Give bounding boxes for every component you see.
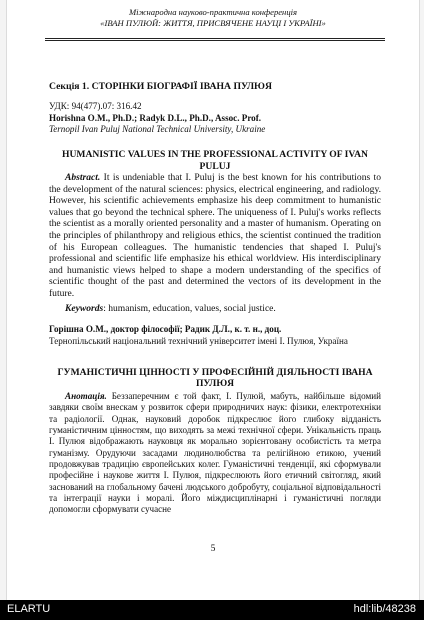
handle-id: hdl:lib/48238	[353, 603, 416, 615]
authors-en: Horishna O.M., Ph.D.; Radyk D.L., Ph.D., Assoc. Prof.	[49, 112, 262, 123]
authors-ua: Горішна О.М., доктор філософії; Радик Д.Л., к. т. н., доц.	[49, 324, 282, 334]
udc-code: УДК: 94(477).07: 316.42	[49, 101, 142, 111]
keywords-en-label: Keywords	[65, 303, 104, 314]
affiliation-ua: Тернопільський національний технічний університет імені І. Пулюя, Україна	[49, 336, 348, 346]
section-title: Секція 1. СТОРІНКИ БІОГРАФІЇ ІВАНА ПУЛЮЯ	[49, 81, 272, 92]
abstract-ua-label: Анотація.	[65, 391, 107, 401]
article-title-ua: ГУМАНІСТИЧНІ ЦІННОСТІ У ПРОФЕСІЙНІЙ ДІЯЛЬНОСТІ ІВАНА ПУЛЮЯ	[57, 367, 373, 390]
repository-footer	[0, 600, 424, 620]
keywords-en	[49, 303, 381, 315]
page-number: 5	[210, 543, 216, 554]
conference-header	[7, 7, 419, 28]
abstract-ua	[49, 391, 381, 516]
repository-name: ELARTU	[7, 603, 51, 615]
conference-name: Міжнародна науково-практична конференція	[129, 7, 297, 17]
document-page	[6, 0, 420, 600]
article-title-en: HUMANISTIC VALUES IN THE PROFESSIONAL ACTIVITY OF IVAN PULUJ	[62, 149, 368, 172]
abstract-ua-text: Беззаперечним є той факт, І. Пулюй, мабуть, найбільше відомий завдяки своїм внескам у розвиток сфери природничих наук: фізики, електротехніки та радіології. Однак, науковий доробок підкреслює його глибоку відданість гуманістичним цінностям, що виходять за межі технічної сфери. Унікальність праць І. Пулюя відображають науковця як морально зорієнтовану особистість та метра гуманізму. Орудуючи засадами людинолюбства та релігійною етикою, учений продовжував традицію європейських колег. Гуманістичні тенденції, які сформували професійне і наукове життя І. Пулюя, підкреслюють його етичний світогляд, який заснований на глобальному бачені людського добробуту, соціальної відповідальності та інтеграції науки і моралі. Його міждисциплінарні і гуманістичні погляди допомогли сформувати сучасне	[49, 391, 381, 515]
abstract-en	[49, 172, 381, 300]
header-rule-top	[45, 38, 385, 39]
conference-title: «ІВАН ПУЛЮЙ: ЖИТТЯ, ПРИСВЯЧЕНЕ НАУЦІ І УКРАЇНІ»	[100, 17, 326, 28]
abstract-en-label: Abstract.	[65, 172, 101, 183]
keywords-en-text: : humanism, education, values, social justice.	[103, 303, 276, 314]
author-block-en	[49, 101, 381, 136]
header-rule-bottom	[45, 40, 385, 41]
abstract-en-text: It is undeniable that I. Puluj is the best known for his contributions to the development of the natural sciences: physics, electrical engineering, and radiology. However, his scientific achievements emphasize his deep commitment to humanistic values that go beyond the technical sphere. The uniqueness of I. Puluj's works reflects the scientist as a morally oriented personality and a master of humanism. Operating on the principles of philanthropy and religious ethics, the scientist continued the tradition of his European colleagues. The humanistic tendencies that shaped I. Puluj's professional and scientific life emphasize his ethical worldview. His interdisciplinary and humanistic views helped to shape a modern understanding of the specifics of scientific thought of the past and determined the vectors of its development in the future.	[49, 172, 381, 299]
affiliation-en: Ternopil Ivan Puluj National Technical University, Ukraine	[49, 124, 266, 135]
